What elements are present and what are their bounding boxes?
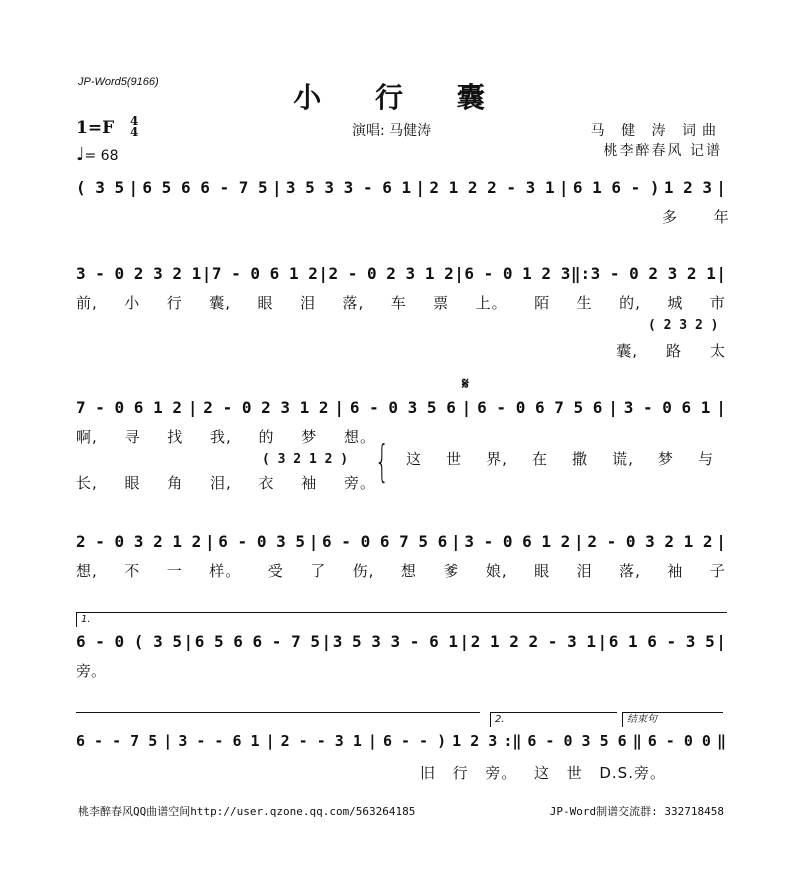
lyric: 眼: [257, 294, 274, 312]
notes: 1 2 3: [663, 178, 712, 197]
lyric: 界,: [486, 450, 508, 468]
footer-website: 桃李醉春风QQ曲谱空间http://user.qzone.qq.com/563264185: [78, 805, 416, 818]
barline: |: [716, 178, 726, 197]
barline: |: [183, 632, 194, 651]
barline: |: [558, 178, 569, 197]
barline: |: [716, 398, 726, 417]
lyric: 票: [433, 294, 450, 312]
barline: |: [204, 532, 215, 551]
tempo-marking: [76, 144, 119, 165]
notes: 6 - 0 0: [647, 732, 711, 750]
lyric: 生: [576, 294, 593, 312]
lyric: 衣: [258, 474, 275, 492]
quarter-note-icon: ♩: [76, 144, 85, 165]
volta-ending: 结束句: [622, 712, 723, 727]
lyric: 长,: [76, 474, 98, 492]
lyric: 找: [167, 428, 184, 446]
lyric: 眼: [124, 474, 141, 492]
lyric-line-5: 旁。: [76, 662, 107, 680]
lyric: 不: [124, 562, 141, 580]
barline: |: [265, 732, 275, 750]
notes: 6 - 0 6 7 5 6: [322, 532, 448, 551]
lyric-line-4: [76, 560, 726, 581]
lyric: 爹: [443, 562, 460, 580]
lyric: 想,: [76, 562, 98, 580]
lyric: 旁。: [343, 474, 376, 492]
brace-icon: {: [375, 436, 389, 487]
alt-notes: ( 3 2 1 2 ): [262, 452, 349, 467]
barline: |: [321, 632, 332, 651]
lyric: 袖: [667, 562, 684, 580]
segno-icon: 𝄋: [462, 374, 469, 393]
barline: |: [334, 398, 345, 417]
footer-group: JP-Word制谱交流群: 332718458: [549, 805, 724, 818]
notes: 6 - 0 1 2 3: [464, 264, 571, 283]
lyric: 一: [166, 562, 183, 580]
lyric: 角: [167, 474, 184, 492]
notes: 6 5 6 6 - 7 5: [142, 178, 268, 197]
barline: |: [318, 264, 328, 283]
notes: 6 - 0 6 7 5 6: [477, 398, 603, 417]
lyric: 了: [310, 562, 327, 580]
lyric: 城: [667, 294, 684, 312]
singer-credit: 演唱: 马健涛: [352, 123, 432, 139]
score-line-3: [76, 398, 726, 417]
barline: |: [716, 532, 726, 551]
lyric-line-2a: [76, 292, 726, 313]
notes: 3 - - 6 1: [178, 732, 260, 750]
notes: 6 - 0 3 5 6: [527, 732, 627, 750]
lyric: 与: [697, 450, 714, 468]
repeat-start-barline: ‖:: [570, 264, 591, 283]
lyric-line-1: 多 年: [662, 208, 745, 226]
notes: 6 - 0 3 5: [218, 532, 305, 551]
double-barline: ‖: [632, 732, 642, 750]
lyric: 子: [709, 562, 726, 580]
notes: 6 5 6 6 - 7 5: [194, 632, 320, 651]
barline: |: [459, 632, 470, 651]
lyric: 泪: [576, 562, 593, 580]
notes: 1 2 3: [452, 732, 498, 750]
lyric: 在: [531, 450, 548, 468]
lyric: 这: [406, 450, 423, 468]
lyric: 车: [390, 294, 407, 312]
lyric: 囊,: [616, 342, 638, 360]
score-line-1: [76, 178, 726, 197]
lyric: 娘,: [485, 562, 508, 580]
barline: |: [163, 732, 173, 750]
barline: |: [187, 398, 198, 417]
notes: 3 5 3 3 - 6 1: [285, 178, 412, 197]
barline: |: [573, 532, 584, 551]
lyric: 谎,: [612, 450, 634, 468]
notes: 3 5 3 3 - 6 1: [332, 632, 458, 651]
lyric: 伤,: [352, 562, 375, 580]
tempo-value: = 68: [84, 148, 119, 164]
lyric: 路: [665, 342, 682, 360]
lyricist-composer-credit: 马 健 涛 词曲: [590, 123, 722, 139]
notes: 2 - 0 2 3 1 2: [203, 398, 329, 417]
lyric: 行: [452, 764, 469, 782]
lyric: 样。: [209, 562, 242, 580]
lyric: 梦: [301, 428, 318, 446]
lyric: 梦: [657, 450, 674, 468]
volta-line: [76, 712, 480, 727]
repeat-end-barline: :‖: [503, 732, 522, 750]
lyric: 泪,: [209, 474, 232, 492]
lyric: 落,: [619, 562, 641, 580]
lyric-line-2b: [76, 340, 726, 361]
barline: |: [454, 264, 464, 283]
notes: 6 - 0 ( 3 5: [76, 632, 182, 651]
volta-1: 1.: [76, 612, 727, 627]
barline: |: [597, 632, 608, 651]
notes: 6 1 6 - ): [572, 178, 660, 197]
lyric: 袖: [301, 474, 318, 492]
score-line-4: [76, 532, 726, 551]
lyric: 旁。: [485, 764, 518, 782]
lyric: 世: [446, 450, 463, 468]
lyric: 行: [166, 294, 183, 312]
lyric: 小: [124, 294, 141, 312]
barline: |: [450, 532, 461, 551]
score-line-5: [76, 632, 726, 651]
lyric-line-6: [420, 762, 666, 783]
lyric: 眼: [534, 562, 551, 580]
alt-notes: ( 2 3 2 ): [648, 318, 719, 333]
lyric-line-3a: [76, 426, 376, 447]
lyric: 前,: [76, 294, 98, 312]
lyric: D.S.旁。: [599, 764, 666, 782]
final-barline: ‖: [716, 732, 726, 750]
notes: 7 - 0 6 1 2: [211, 264, 318, 283]
barline: |: [308, 532, 319, 551]
barline: |: [367, 732, 377, 750]
volta-2: 2.: [490, 712, 617, 727]
lyric: 我,: [209, 428, 232, 446]
lyric: 的,: [619, 294, 641, 312]
time-signature-top: 4: [130, 114, 139, 128]
notes: 6 - - ): [382, 732, 447, 750]
time-signature: [130, 116, 138, 138]
lyric: 上。: [475, 294, 508, 312]
notes: 2 - 0 3 2 1 2: [587, 532, 713, 551]
lyric: 市: [709, 294, 726, 312]
barline: |: [461, 398, 472, 417]
notes: 2 - - 3 1: [280, 732, 362, 750]
song-title: 小 行 囊: [293, 81, 507, 114]
transcriber-credit: 桃李醉春风 记谱: [603, 143, 722, 159]
barline: |: [415, 178, 426, 197]
barline: |: [608, 398, 618, 417]
lyric: 陌: [534, 294, 551, 312]
lyric: 太: [709, 342, 726, 360]
notes: 3 - 0 6 1: [623, 398, 711, 417]
lyric: 撒: [572, 450, 589, 468]
lyric: 啊,: [76, 428, 98, 446]
software-tag: JP-Word5(9166): [78, 76, 159, 88]
lyric-line-3b: [76, 472, 376, 493]
lyric: 想。: [343, 428, 376, 446]
lyric: 囊,: [209, 294, 231, 312]
lyric: 的: [258, 428, 275, 446]
notes: 2 - 0 2 3 1 2: [328, 264, 454, 283]
lyric: 这: [534, 764, 551, 782]
notes: 2 - 0 3 2 1 2: [76, 532, 202, 551]
lyric: 受: [267, 562, 284, 580]
lyric: 世: [566, 764, 583, 782]
notes: 7 - 0 6 1 2: [76, 398, 182, 417]
barline: |: [716, 632, 726, 651]
lyric: 落,: [342, 294, 365, 312]
notes: 3 - 0 2 3 2 1: [76, 264, 202, 283]
lyric: 想: [400, 562, 417, 580]
lyric-line-3c: [406, 448, 714, 469]
barline: |: [201, 264, 212, 283]
notes: 3 - 0 6 1 2: [464, 532, 571, 551]
key-signature: 1=F: [76, 118, 115, 138]
lyric: 旧: [420, 764, 437, 782]
notes: 3 - 0 2 3 2 1: [590, 264, 716, 283]
barline: |: [716, 264, 726, 283]
barline: |: [128, 178, 139, 197]
notes: 2 1 2 2 - 3 1: [429, 178, 555, 197]
barline: |: [271, 178, 282, 197]
lyric: 寻: [124, 428, 141, 446]
score-line-2: [76, 264, 726, 283]
score-line-6: [76, 732, 726, 750]
notes: 6 1 6 - 3 5: [608, 632, 715, 651]
time-signature-bottom: 4: [130, 125, 139, 139]
notes: 6 - - 7 5: [76, 732, 158, 750]
notes: ( 3 5: [76, 178, 125, 197]
notes: 6 - 0 3 5 6: [349, 398, 456, 417]
notes: 2 1 2 2 - 3 1: [470, 632, 596, 651]
lyric: 泪: [299, 294, 316, 312]
